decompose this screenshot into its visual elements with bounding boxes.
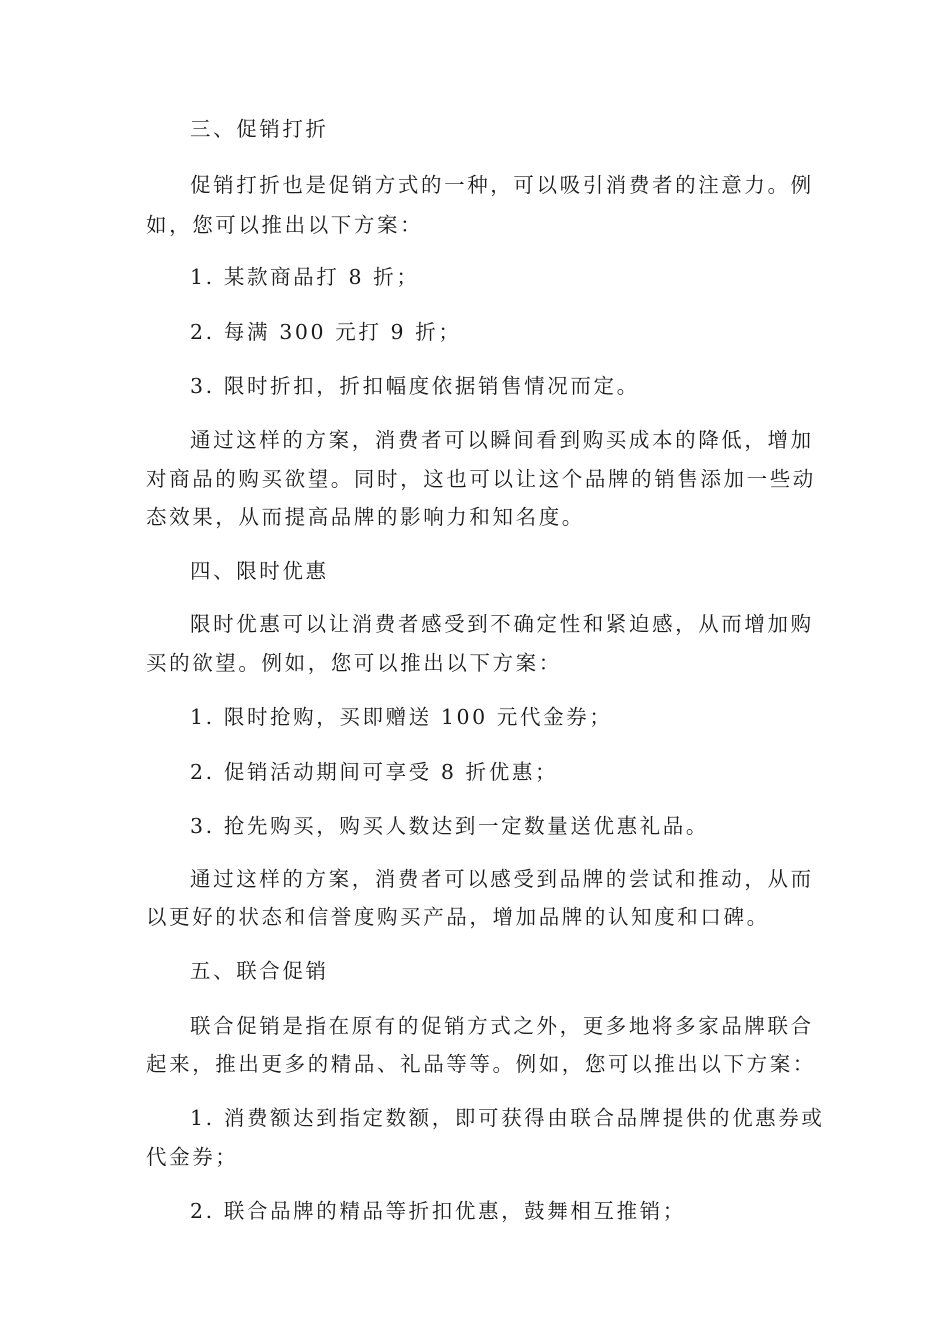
section-3-summary-line-1: 通过这样的方案，消费者可以瞬间看到购买成本的降低，增加	[190, 428, 814, 452]
section-5-intro-line-2: 起来，推出更多的精品、礼品等等。例如，您可以推出以下方案：	[146, 1052, 816, 1076]
section-4-intro-line-1: 限时优惠可以让消费者感受到不确定性和紧迫感，从而增加购	[190, 612, 814, 636]
section-5-item-1-line-2: 代金券；	[146, 1145, 239, 1169]
section-5-heading: 五、联合促销	[190, 959, 329, 983]
section-3-item-1: 1. 某款商品打 8 折；	[190, 265, 420, 289]
section-4-item-3: 3. 抢先购买，购买人数达到一定数量送优惠礼品。	[190, 814, 709, 838]
section-4-summary-line-2: 以更好的状态和信誉度购买产品，增加品牌的认知度和口碑。	[146, 905, 770, 929]
section-4-summary-line-1: 通过这样的方案，消费者可以感受到品牌的尝试和推动，从而	[190, 867, 814, 891]
section-3-intro-line-2: 如，您可以推出以下方案：	[146, 213, 424, 237]
section-4-item-2: 2. 促销活动期间可享受 8 折优惠；	[190, 760, 559, 784]
section-3-item-2: 2. 每满 300 元打 9 折；	[190, 320, 462, 344]
section-3-summary-line-2: 对商品的购买欲望。同时，这也可以让这个品牌的销售添加一些动	[146, 467, 816, 491]
section-3-item-3: 3. 限时折扣，折扣幅度依据销售情况而定。	[190, 374, 640, 398]
section-4-heading: 四、限时优惠	[190, 559, 329, 583]
section-5-item-1-line-1: 1. 消费额达到指定数额，即可获得由联合品牌提供的优惠券或	[190, 1106, 825, 1130]
section-3-heading: 三、促销打折	[190, 117, 329, 141]
section-5-intro-line-1: 联合促销是指在原有的促销方式之外，更多地将多家品牌联合	[190, 1014, 814, 1038]
section-4-intro-line-2: 买的欲望。例如，您可以推出以下方案：	[146, 651, 562, 675]
section-4-item-1: 1. 限时抢购，买即赠送 100 元代金券；	[190, 705, 613, 729]
section-3-intro-line-1: 促销打折也是促销方式的一种，可以吸引消费者的注意力。例	[190, 173, 814, 197]
section-3-summary-line-3: 态效果，从而提高品牌的影响力和知名度。	[146, 505, 585, 529]
section-5-item-2: 2. 联合品牌的精品等折扣优惠，鼓舞相互推销；	[190, 1199, 686, 1223]
